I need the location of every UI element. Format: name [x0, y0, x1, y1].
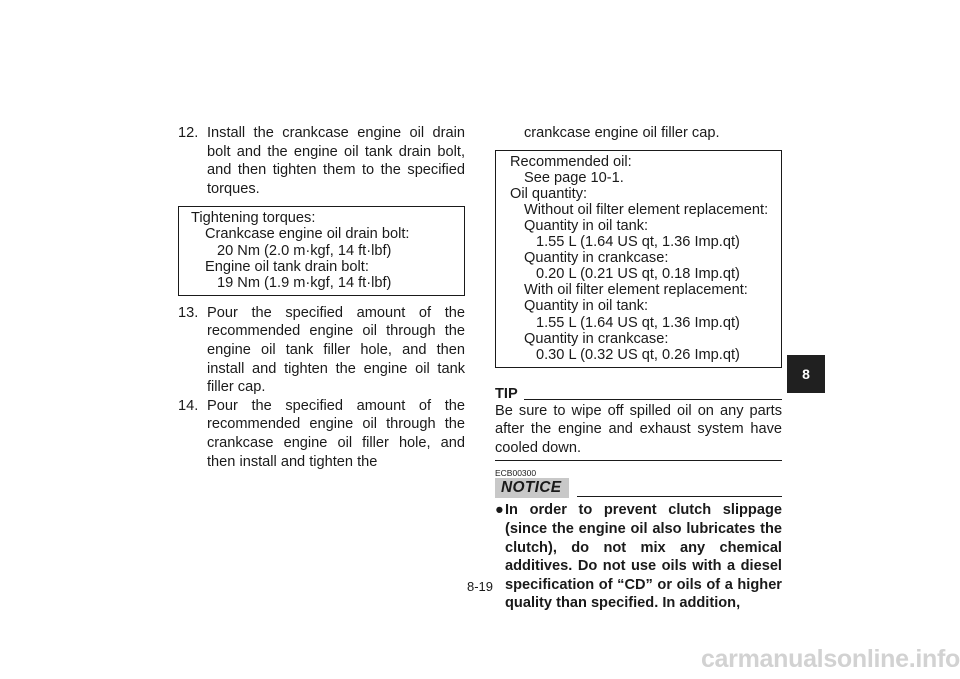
oil-quantity-box — [495, 150, 782, 368]
torque-label: Crankcase engine oil drain bolt: — [205, 226, 410, 243]
tip-header — [495, 386, 782, 402]
box-line: Quantity in crankcase: — [524, 330, 669, 347]
box-line: 1.55 L (1.64 US qt, 1.36 Imp.qt) — [536, 314, 740, 331]
box-line: Recommended oil: — [510, 153, 632, 170]
step-number: 12. — [178, 125, 199, 141]
bullet-icon: ● — [495, 502, 504, 519]
step-text: Install the crankcase engine oil drain bolt and the engine oil tank drain bolt, and then tighten them to the specified torques. — [207, 125, 465, 197]
step-number: 14. — [178, 397, 199, 414]
step-text: Pour the specified amount of the recommended engine oil through the crankcase engine oil filler hole, and then install and tighten the — [207, 397, 465, 470]
box-line: With oil filter element replacement: — [524, 282, 748, 299]
tip-rule — [524, 399, 782, 400]
torque-label: Engine oil tank drain bolt: — [205, 258, 369, 275]
step-12 — [178, 124, 465, 198]
tip-title: TIP — [495, 385, 518, 402]
box-line: Quantity in crankcase: — [524, 250, 669, 267]
torque-value: 20 Nm (2.0 m·kgf, 14 ft·lbf) — [217, 242, 392, 259]
box-line: See page 10-1. — [524, 169, 624, 186]
tip-text: Be sure to wipe off spilled oil on any parts after the engine and exhaust system have cooled down. — [495, 402, 782, 456]
torque-value: 19 Nm (1.9 m·kgf, 14 ft·lbf) — [217, 274, 392, 291]
tip-end-rule — [495, 460, 782, 461]
box-line: 1.55 L (1.64 US qt, 1.36 Imp.qt) — [536, 234, 740, 251]
box-line: 0.20 L (0.21 US qt, 0.18 Imp.qt) — [536, 266, 740, 283]
step-14-continuation: crankcase engine oil filler cap. — [524, 125, 720, 141]
watermark: carmanualsonline.info — [700, 645, 960, 673]
notice-bullet-item — [495, 501, 782, 613]
box-line: Oil quantity: — [510, 185, 588, 202]
left-column — [178, 124, 465, 471]
notice-badge: NOTICE — [495, 478, 569, 498]
step-14 — [178, 397, 465, 471]
notice-text: In order to prevent clutch slippage (since the engine oil also lubricates the clutch), do not mix any chemical additives. Do not use oils with a diesel specification of “CD” or oils of a higher quality than specified. In addition, — [505, 502, 782, 612]
step-number: 13. — [178, 304, 199, 321]
box-line: 0.30 L (0.32 US qt, 0.26 Imp.qt) — [536, 346, 740, 363]
notice-code: ECB00300 — [495, 468, 537, 479]
step-text: Pour the specified amount of the recommended engine oil through the engine oil tank filler hole, and then install and tighten the engine oil tank filler cap. — [207, 304, 465, 396]
box-line: Without oil filter element replacement: — [524, 201, 769, 218]
page-number: 8-19 — [466, 579, 494, 594]
notice-rule — [577, 496, 782, 497]
notice-header — [495, 478, 782, 498]
box-line: Quantity in oil tank: — [524, 217, 649, 234]
tightening-torques-box — [178, 206, 465, 295]
right-column — [495, 124, 782, 613]
chapter-tab: 8 — [787, 355, 825, 393]
box-line: Quantity in oil tank: — [524, 298, 649, 315]
box-title: Tightening torques: — [191, 210, 316, 227]
step-13 — [178, 304, 465, 397]
